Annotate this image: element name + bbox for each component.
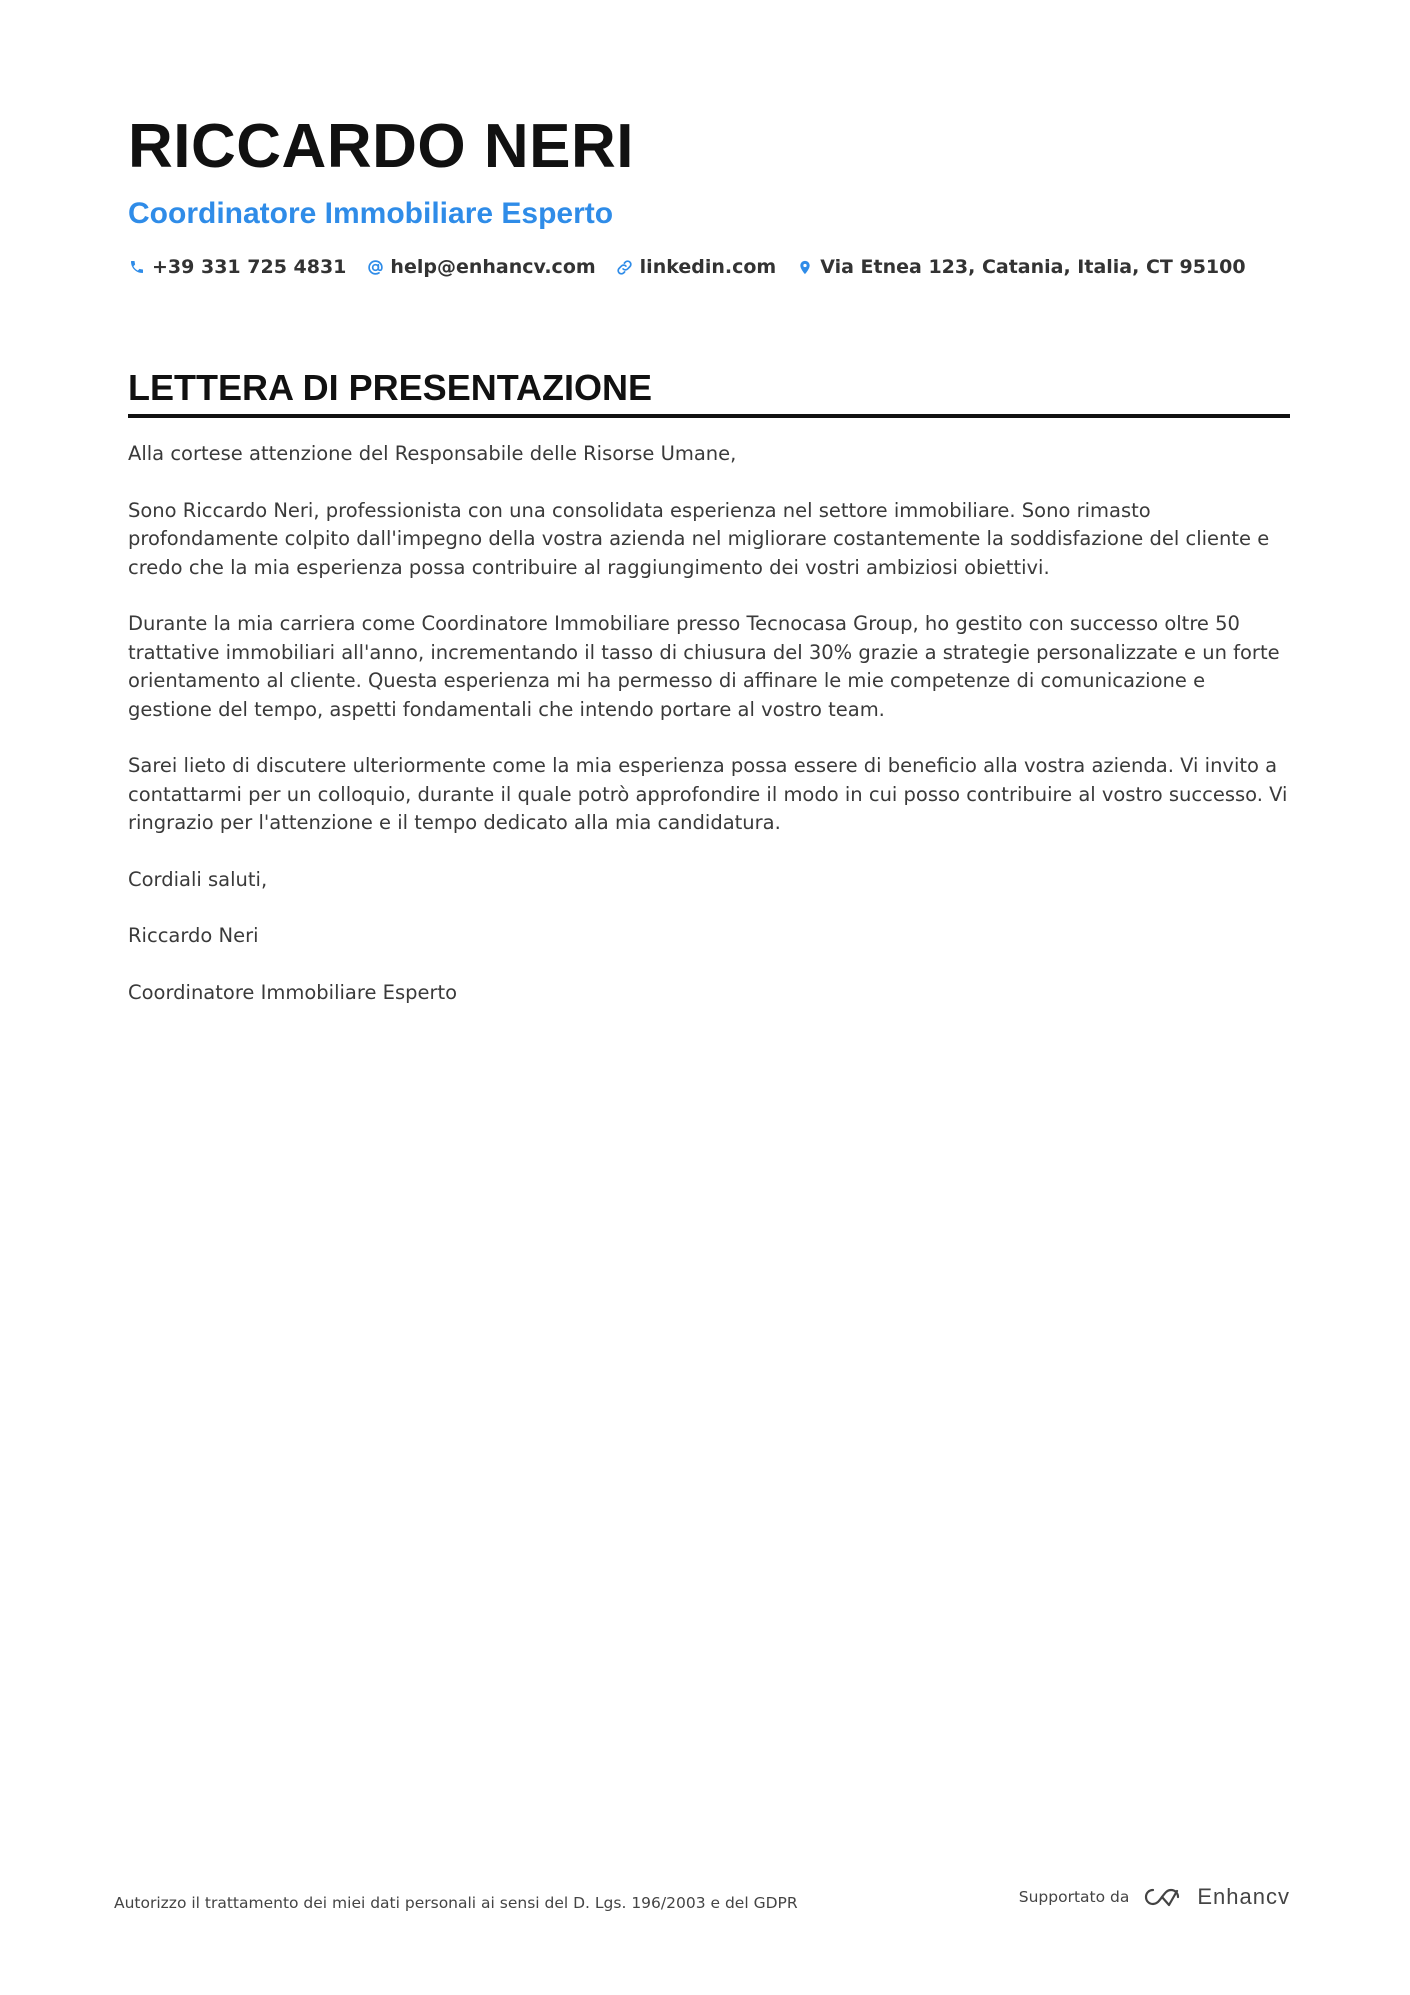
cover-letter-section	[128, 366, 1290, 1035]
signature-title: Coordinatore Immobiliare Esperto	[128, 980, 458, 1004]
phone-icon	[128, 258, 146, 276]
brand-name: Enhancv	[1197, 1884, 1290, 1909]
email-address: help@enhancv.com	[390, 256, 596, 278]
privacy-notice: Autorizzo il trattamento dei miei dati personali ai sensi del D. Lgs. 196/2003 e del GDPR	[114, 1894, 798, 1912]
letter-paragraph: Durante la mia carriera come Coordinatore Immobiliare presso Tecnocasa Group, ho gestito con successo oltre 50 trattative immobiliari all'anno, incrementando il tasso di chiusura del 30% grazie a strategie personalizzate e un forte orientamento al cliente. Questa esperienza mi ha permesso di affinare le mie competenze di comunicazione e gestione del tempo, aspetti fondamentali che intendo portare al vostro team.	[128, 612, 1280, 721]
contact-address	[796, 256, 1245, 278]
section-divider	[128, 414, 1290, 418]
salutation: Alla cortese attenzione del Responsabile delle Risorse Umane,	[128, 442, 737, 465]
powered-by	[1019, 1884, 1290, 1910]
phone-number: +39 331 725 4831	[152, 256, 347, 278]
signature-name: Riccardo Neri	[128, 924, 259, 947]
letter-body	[128, 440, 1290, 1007]
candidate-title: Coordinatore Immobiliare Esperto	[128, 197, 614, 230]
closing: Cordiali saluti,	[128, 867, 268, 891]
link-icon	[616, 258, 634, 276]
location-pin-icon	[796, 258, 814, 276]
address: Via Etnea 123, Catania, Italia, CT 95100	[820, 256, 1246, 278]
candidate-name: RICCARDO NERI	[128, 112, 634, 181]
contact-bar	[128, 256, 1290, 278]
contact-phone	[128, 256, 346, 278]
powered-by-label: Supportato da	[1018, 1888, 1130, 1906]
at-icon	[366, 258, 384, 276]
contact-linkedin	[616, 256, 777, 278]
linkedin-url: linkedin.com	[639, 256, 777, 278]
section-title: LETTERA DI PRESENTAZIONE	[128, 367, 653, 408]
enhancv-logo-icon	[1141, 1885, 1187, 1909]
letter-paragraph: Sono Riccardo Neri, professionista con una consolidata esperienza nel settore immobiliare. Sono rimasto profondamente colpito dall'impegno della vostra azienda nel migliorare costantemente la soddisfazione del cliente e credo che la mia esperienza possa contribuire al raggiungimento dei vostri ambiziosi obiettivi.	[128, 498, 1270, 579]
letter-paragraph: Sarei lieto di discutere ulteriormente come la mia esperienza possa essere di beneficio alla vostra azienda. Vi invito a contattarmi per un colloquio, durante il quale potrò approfondire il modo in cui posso contribuire al vostro successo. Vi ringrazio per l'attenzione e il tempo dedicato alla mia candidatura.	[128, 754, 1288, 834]
contact-email	[366, 256, 595, 278]
header	[128, 112, 1290, 278]
